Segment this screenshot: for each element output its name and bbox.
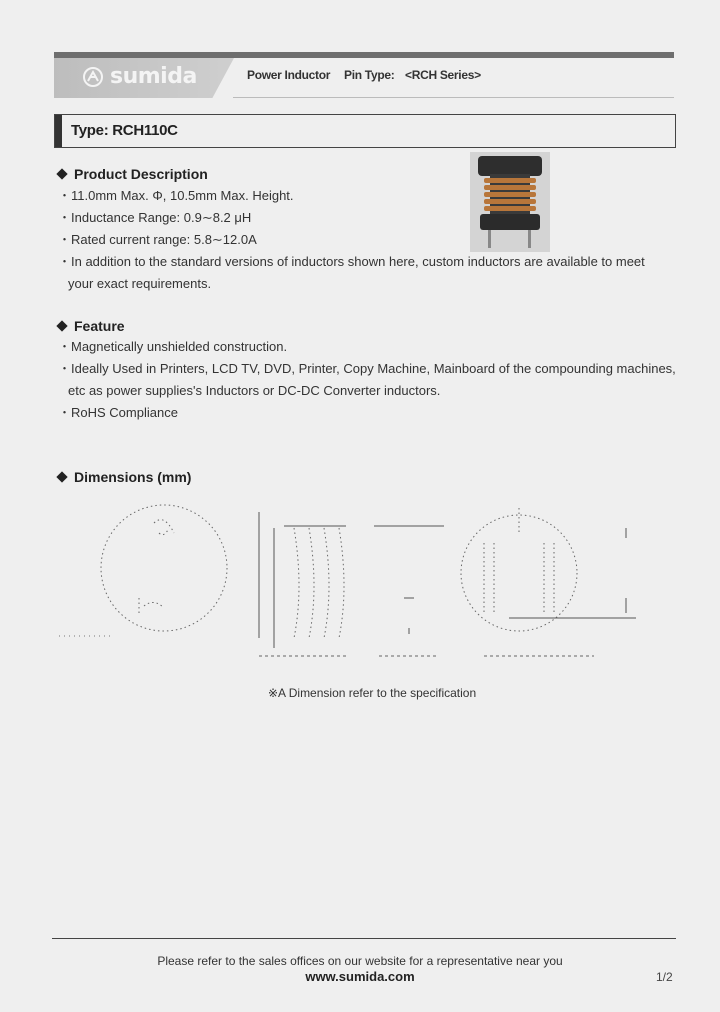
type-box-bar	[55, 115, 62, 147]
type-label: Type: RCH110C	[71, 122, 178, 139]
product-description-list	[58, 185, 645, 295]
page-number: 1/2	[656, 970, 673, 984]
header-category: Power Inductor	[247, 68, 331, 82]
diamond-bullet-icon	[56, 168, 67, 179]
header-pin-type: Pin Type:	[344, 68, 395, 82]
list-item: ・11.0mm Max. Φ, 10.5mm Max. Height.	[58, 188, 294, 203]
product-photo	[470, 152, 550, 252]
list-item: ・In addition to the standard versions of inductors shown here, custom inductors are available to meet	[58, 254, 645, 269]
dimensions-title	[58, 469, 191, 485]
product-description-heading: Product Description	[74, 166, 208, 182]
diamond-bullet-icon	[56, 471, 67, 482]
feature-list	[58, 336, 676, 424]
feature-heading: Feature	[74, 318, 125, 334]
header-rule	[54, 52, 674, 58]
brand-name: sumida	[110, 64, 197, 89]
dimensions-heading: Dimensions (mm)	[74, 469, 192, 485]
list-item: ・RoHS Compliance	[58, 405, 178, 420]
product-description-title	[58, 166, 208, 182]
dimension-note: ※A Dimension refer to the specification	[268, 686, 477, 700]
list-item: ・Ideally Used in Printers, LCD TV, DVD, Printer, Copy Machine, Mainboard of the compounding machines,	[58, 361, 676, 376]
list-item: ・Rated current range: 5.8∼12.0A	[58, 232, 257, 247]
dimension-drawing	[54, 498, 654, 668]
feature-title	[58, 318, 125, 334]
list-item: ・Inductance Range: 0.9∼8.2 μH	[58, 210, 252, 225]
header-underline	[233, 97, 674, 98]
diamond-bullet-icon	[56, 320, 67, 331]
type-box	[54, 114, 676, 148]
list-item: etc as power supplies's Inductors or DC-DC Converter inductors.	[68, 383, 441, 398]
sumida-logo	[82, 64, 197, 89]
footer-rule	[52, 938, 676, 939]
list-item: your exact requirements.	[68, 276, 212, 291]
sumida-logo-icon	[82, 66, 104, 88]
footer-notice: Please refer to the sales offices on our website for a representative near you	[157, 954, 563, 968]
header-series: <RCH Series>	[405, 68, 481, 82]
list-item: ・Magnetically unshielded construction.	[58, 339, 288, 354]
footer-website-link[interactable]: www.sumida.com	[305, 969, 415, 984]
inductor-image-icon	[470, 152, 550, 252]
